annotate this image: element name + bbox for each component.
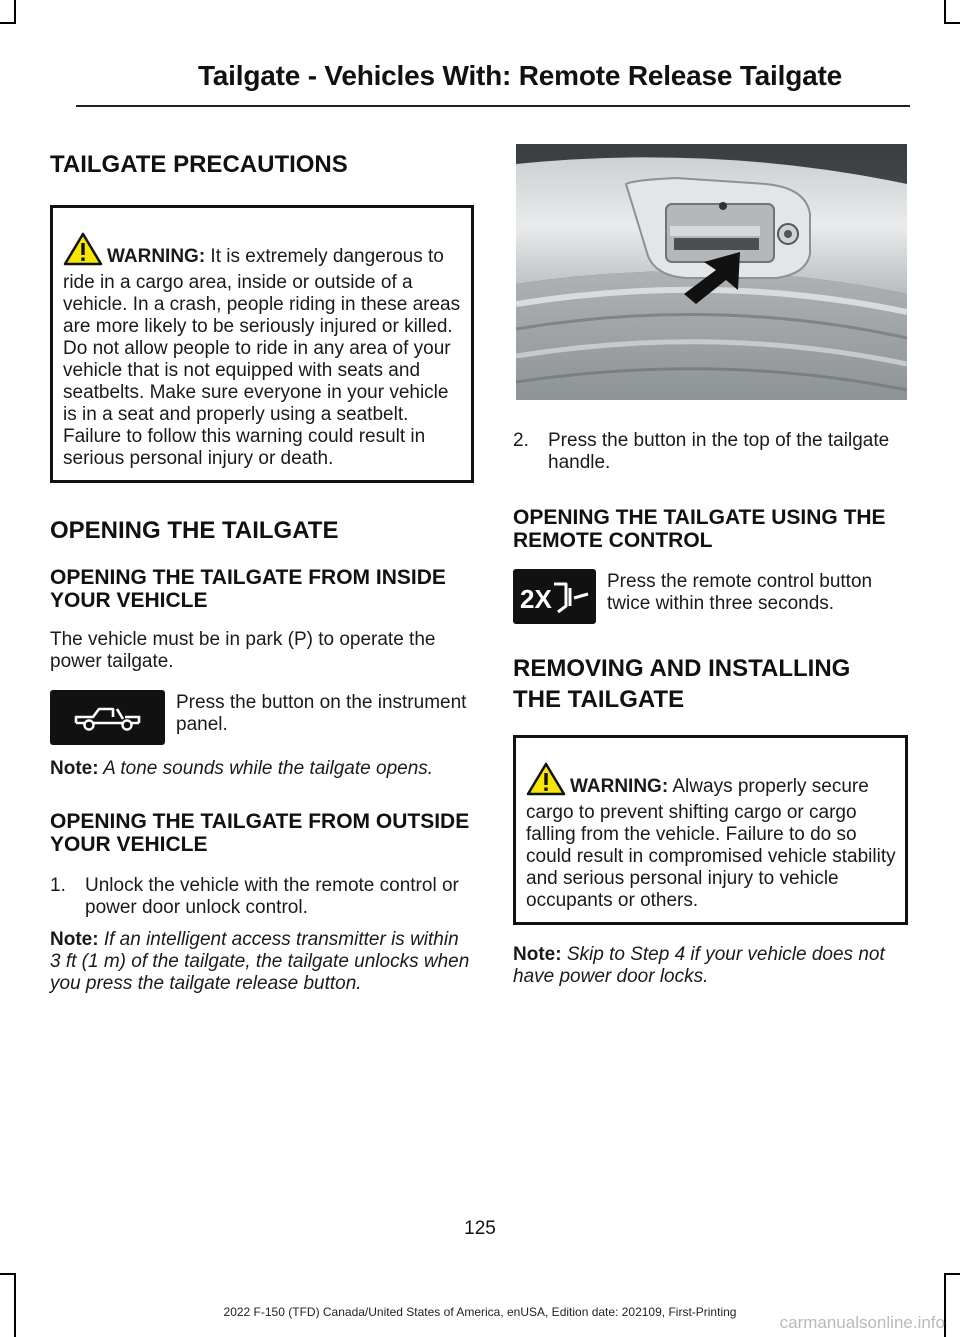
remote-icon-label: 2X <box>519 583 552 614</box>
heading-tailgate-precautions: TAILGATE PRECAUTIONS <box>50 151 348 178</box>
warning-label: WARNING: <box>107 246 206 267</box>
remote-tailgate-2x-icon <box>513 569 596 624</box>
step-text: Press the button in the top of the tailgate handle. <box>548 430 890 473</box>
warning-triangle-icon <box>526 762 566 802</box>
panel-button-text: Press the button on the instrument panel. <box>176 692 467 735</box>
crop-mark <box>944 0 946 22</box>
instrument-panel-instruction <box>50 690 474 745</box>
warning-triangle-icon <box>63 232 103 272</box>
inside-park-text: The vehicle must be in park (P) to operate the power tailgate. <box>50 629 436 672</box>
right-column <box>513 144 908 988</box>
note-intelligent-access <box>50 929 474 995</box>
warning-label: WARNING: <box>570 776 669 797</box>
remote-control-instruction <box>513 569 908 624</box>
step-1 <box>50 875 474 919</box>
header-rule <box>76 105 910 107</box>
left-column <box>50 144 474 995</box>
edition-line: 2022 F-150 (TFD) Canada/United States of America, enUSA, Edition date: 202109, First-Printing <box>223 1305 737 1319</box>
tailgate-handle-illustration <box>516 144 907 400</box>
warning-box-cargo-secure <box>513 735 908 925</box>
heading-opening-tailgate: OPENING THE TAILGATE <box>50 517 339 544</box>
note-tone <box>50 758 474 780</box>
remote-text: Press the remote control button twice within three seconds. <box>607 571 873 614</box>
step-text: Unlock the vehicle with the remote control or power door unlock control. <box>85 875 459 918</box>
heading-opening-inside: OPENING THE TAILGATE FROM INSIDE YOUR VEHICLE <box>50 566 446 612</box>
crop-mark <box>14 0 16 22</box>
step-number: 2. <box>513 430 529 451</box>
crop-mark <box>944 1273 960 1275</box>
page-number: 125 <box>464 1218 496 1239</box>
note-label: Note: <box>513 944 562 965</box>
tailgate-button-icon <box>50 690 165 745</box>
step-number: 1. <box>50 875 66 896</box>
crop-mark <box>944 22 960 24</box>
note-text: If an intelligent access transmitter is within 3 ft (1 m) of the tailgate, the tailgate unlocks when you press the tailgate release button. <box>50 929 470 994</box>
page-header-title: Tailgate - Vehicles With: Remote Release Tailgate <box>197 60 842 91</box>
step-2 <box>513 430 908 474</box>
watermark: carmanualsonline.info <box>779 1313 945 1332</box>
warning-box-cargo-riding <box>50 205 474 483</box>
heading-remote-control: OPENING THE TAILGATE USING THE REMOTE CONTROL <box>513 506 886 552</box>
note-label: Note: <box>50 929 99 950</box>
warning-text: Always properly secure cargo to prevent shifting cargo or cargo falling from the vehicle. Failure to do so could result in compromised vehicle stability and serious personal injury to vehicle occupants or others. <box>526 776 896 911</box>
note-text: A tone sounds while the tailgate opens. <box>98 758 434 779</box>
warning-text: It is extremely dangerous to ride in a cargo area, inside or outside of a vehicle. In a crash, people riding in these areas are more likely to be seriously injured or killed. Do not allow people to ride in any area of your vehicle that is not equipped with seats and seatbelts. Make sure everyone in your vehicle is in a seat and properly using a seatbelt. Failure to follow this warning could result in serious personal injury or death. <box>63 246 461 469</box>
note-skip-step <box>513 944 908 988</box>
heading-removing-installing <box>513 654 908 714</box>
heading-line: REMOVING AND INSTALLING <box>513 655 851 682</box>
crop-mark <box>0 22 16 24</box>
note-label: Note: <box>50 758 99 779</box>
note-text: Skip to Step 4 if your vehicle does not have power door locks. <box>513 944 885 987</box>
heading-opening-outside: OPENING THE TAILGATE FROM OUTSIDE YOUR VEHICLE <box>50 810 470 856</box>
crop-mark <box>0 1273 16 1275</box>
heading-line: THE TAILGATE <box>513 686 685 713</box>
